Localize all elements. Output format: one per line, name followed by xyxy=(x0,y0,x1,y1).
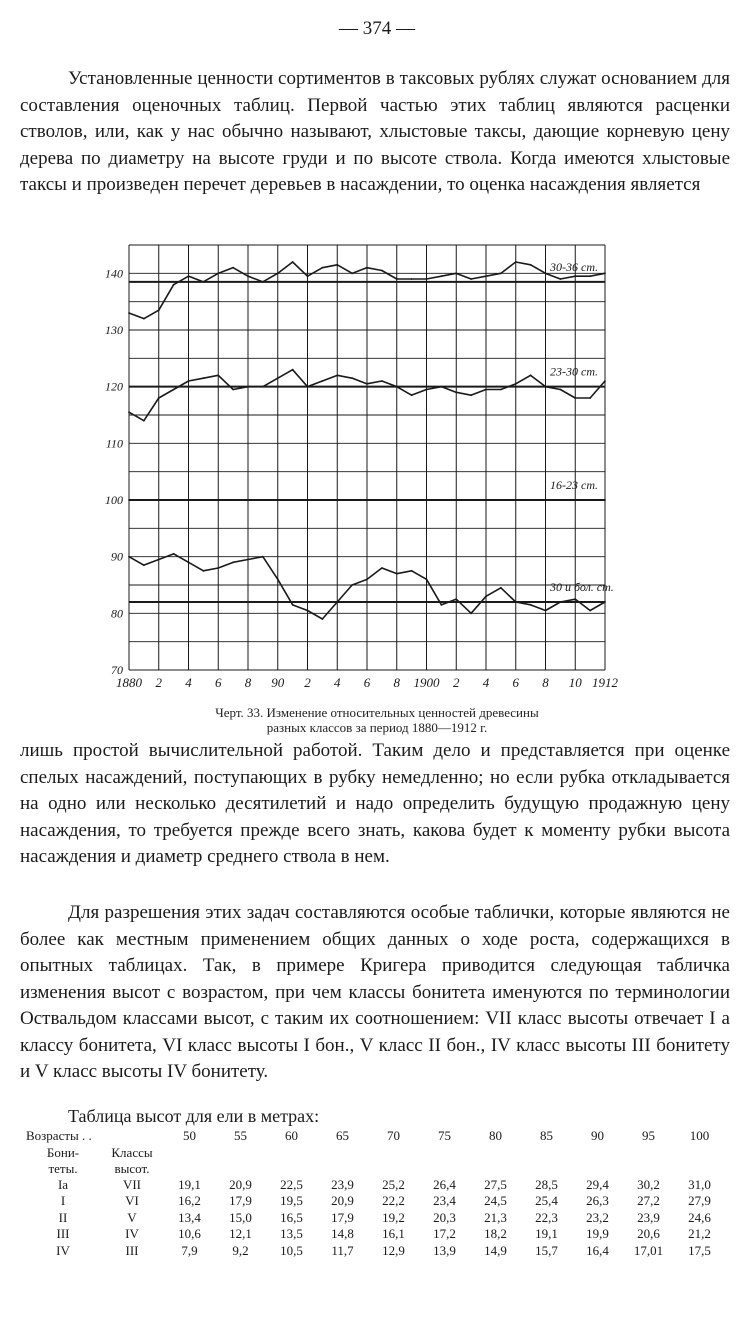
data-point xyxy=(381,567,383,569)
age-column-header: 70 xyxy=(387,1128,400,1143)
y-tick-label: 100 xyxy=(105,493,123,507)
data-point xyxy=(232,561,234,563)
data-point xyxy=(574,397,576,399)
table-title: Таблица высот для ели в метрах: xyxy=(68,1106,320,1126)
x-tick-label: 4 xyxy=(185,675,192,690)
height-value-cell: 16,2 xyxy=(178,1193,201,1208)
data-point xyxy=(128,499,130,501)
age-column-header: 60 xyxy=(285,1128,298,1143)
height-value-cell: 13,4 xyxy=(178,1209,201,1225)
data-point xyxy=(515,499,517,501)
height-value-cell: 23,9 xyxy=(637,1209,660,1225)
age-column-header: 75 xyxy=(438,1128,451,1143)
data-point xyxy=(530,604,532,606)
height-value-cell: 25,4 xyxy=(535,1193,558,1208)
height-value-cell: 19,1 xyxy=(535,1226,558,1241)
data-point xyxy=(559,278,561,280)
figure-chart xyxy=(105,240,618,700)
y-tick-label: 110 xyxy=(105,436,123,451)
x-tick-label: 8 xyxy=(393,675,400,690)
data-point xyxy=(188,499,190,501)
data-point xyxy=(188,275,190,277)
data-point xyxy=(128,312,130,314)
height-value-cell: 9,2 xyxy=(232,1242,249,1258)
x-tick-label: 2 xyxy=(304,675,311,690)
data-point xyxy=(381,499,383,501)
height-value-cell: 12,1 xyxy=(229,1226,252,1241)
data-point xyxy=(321,618,323,620)
height-value-cell: 22,3 xyxy=(535,1209,558,1225)
data-point xyxy=(247,559,249,561)
data-point xyxy=(589,499,591,501)
data-point xyxy=(455,499,457,501)
data-point xyxy=(143,564,145,566)
paragraph-3-text: Для разрешения этих задач составляются особые таблички, которые являются не более как местным применением общих данных о ходе роста, содержащихся в опытных таблицах. Так, в примере Кригера приводится следующая табличка изменения высот с возрастом, при чем классы бонитета именуются по терминологии Оствальдом классами высот, с таким их соотношением: VII класс высоты отвечает I а классу бонитета, VI класс высоты I бон., V класс II бон., IV класс высоты III бонитету и V класс высоты IV бонитету. xyxy=(20,902,730,1082)
data-point xyxy=(470,394,472,396)
height-value-cell: 14,9 xyxy=(484,1242,507,1258)
x-tick-label: 8 xyxy=(244,675,252,690)
data-point xyxy=(396,278,398,280)
height-value-cell: 17,5 xyxy=(688,1242,711,1258)
data-point xyxy=(589,397,591,399)
bonitet-cell: I xyxy=(60,1193,66,1208)
data-point xyxy=(217,499,219,501)
data-point xyxy=(262,556,264,558)
x-tick-label: 2 xyxy=(453,675,460,690)
height-value-cell: 23,4 xyxy=(433,1193,456,1208)
height-value-cell: 21,3 xyxy=(484,1209,507,1225)
data-point xyxy=(277,578,279,580)
data-point xyxy=(307,275,309,277)
table-row xyxy=(26,1177,725,1194)
x-tick-label: 10 xyxy=(568,675,582,690)
paragraph-3 xyxy=(20,900,730,1086)
data-point xyxy=(292,499,294,501)
height-value-cell: 24,5 xyxy=(484,1193,507,1208)
height-value-cell: 18,2 xyxy=(484,1226,507,1241)
height-value-cell: 25,2 xyxy=(382,1176,405,1192)
y-tick-label: 70 xyxy=(111,663,123,677)
paragraph-1 xyxy=(20,66,730,199)
data-point xyxy=(277,377,279,379)
data-point xyxy=(217,374,219,376)
series-label: 23-30 cm. xyxy=(550,364,598,379)
height-value-cell: 14,8 xyxy=(331,1226,354,1241)
age-column-header: 50 xyxy=(183,1128,196,1143)
data-point xyxy=(202,377,204,379)
height-value-cell: 13,9 xyxy=(433,1242,456,1258)
table-row xyxy=(26,1226,725,1243)
page-number: — 374 — xyxy=(339,18,415,39)
data-point xyxy=(262,386,264,388)
data-point xyxy=(500,587,502,589)
data-point xyxy=(202,281,204,283)
age-column-header: 65 xyxy=(336,1128,349,1143)
height-value-cell: 26,3 xyxy=(586,1193,609,1208)
height-value-cell: 16,5 xyxy=(280,1209,303,1225)
height-value-cell: 31,0 xyxy=(688,1176,711,1192)
data-point xyxy=(530,264,532,266)
bonitet-cell: III xyxy=(56,1226,70,1241)
data-point xyxy=(307,610,309,612)
height-value-cell: 20,9 xyxy=(229,1176,252,1192)
data-point xyxy=(485,595,487,597)
data-point xyxy=(277,272,279,274)
data-point xyxy=(321,499,323,501)
height-value-cell: 30,2 xyxy=(637,1176,660,1192)
class-cell: III xyxy=(125,1242,139,1258)
data-point xyxy=(158,499,160,501)
data-point xyxy=(515,601,517,603)
data-point xyxy=(366,578,368,580)
data-point xyxy=(336,601,338,603)
height-value-cell: 27,2 xyxy=(637,1193,660,1208)
data-point xyxy=(396,499,398,501)
table-row xyxy=(26,1243,725,1260)
data-point xyxy=(292,261,294,263)
figure-caption xyxy=(0,705,754,735)
table-header-row xyxy=(26,1128,725,1145)
x-tick-label: 4 xyxy=(334,675,341,690)
data-point xyxy=(604,380,606,382)
data-point xyxy=(559,389,561,391)
y-tick-label: 80 xyxy=(111,606,123,621)
x-tick-label: 6 xyxy=(512,675,519,690)
paragraph-1-text: Установленные ценности сортиментов в таксовых рублях служат основанием для составления оценочных таблиц. Первой частью этих таблиц являются расценки стволов, или, как у нас обычно называют, хлыстовые таксы, дающие корневую цену дерева по диаметру на высоте груди и по высоте ствола. Когда имеются хлыстовые таксы и произведен перечет деревьев в насаждении, то оценка насаждения является xyxy=(20,68,730,195)
data-point xyxy=(440,604,442,606)
x-tick-label: 90 xyxy=(271,675,285,690)
data-point xyxy=(143,499,145,501)
data-point xyxy=(351,584,353,586)
data-point xyxy=(574,499,576,501)
data-point xyxy=(232,267,234,269)
data-point xyxy=(515,383,517,385)
class-cell: VII xyxy=(122,1176,142,1192)
data-point xyxy=(247,499,249,501)
data-point xyxy=(158,559,160,561)
y-tick-label: 140 xyxy=(105,266,123,281)
height-value-cell: 20,9 xyxy=(331,1193,354,1208)
data-point xyxy=(559,601,561,603)
age-column-header: 80 xyxy=(489,1128,502,1143)
x-tick-label: 4 xyxy=(482,675,490,690)
data-point xyxy=(292,604,294,606)
data-point xyxy=(366,383,368,385)
data-point xyxy=(307,386,309,388)
data-point xyxy=(485,499,487,501)
data-point xyxy=(500,272,502,274)
height-value-cell: 17,9 xyxy=(331,1209,354,1225)
height-value-cell: 23,9 xyxy=(331,1176,354,1192)
data-point xyxy=(604,601,606,603)
data-point xyxy=(217,567,219,569)
data-point xyxy=(336,499,338,501)
height-value-cell: 11,7 xyxy=(331,1242,354,1258)
data-point xyxy=(351,272,353,274)
data-point xyxy=(128,411,130,413)
y-tick-label: 120 xyxy=(105,379,123,394)
y-tick-label: 90 xyxy=(111,549,123,564)
class-cell: VI xyxy=(125,1193,139,1208)
header-filler xyxy=(164,1145,725,1177)
data-point xyxy=(336,264,338,266)
bonitet-cell: IV xyxy=(56,1242,70,1258)
data-point xyxy=(485,389,487,391)
x-tick-label: 1912 xyxy=(592,675,618,690)
data-point xyxy=(262,281,264,283)
y-tick-label: 130 xyxy=(105,323,123,337)
x-tick-label: 8 xyxy=(542,675,549,690)
data-point xyxy=(321,267,323,269)
height-value-cell: 19,2 xyxy=(382,1209,405,1225)
series-label: 30-36 cm. xyxy=(550,259,598,274)
data-point xyxy=(202,570,204,572)
data-point xyxy=(426,278,428,280)
data-point xyxy=(232,389,234,391)
height-value-cell: 23,2 xyxy=(586,1209,609,1225)
height-value-cell: 19,9 xyxy=(586,1226,609,1241)
height-value-cell: 26,4 xyxy=(433,1176,456,1192)
data-point xyxy=(351,499,353,501)
height-value-cell: 16,4 xyxy=(586,1242,609,1258)
table-row xyxy=(26,1193,725,1210)
data-point xyxy=(500,499,502,501)
data-point xyxy=(381,270,383,272)
data-point xyxy=(247,386,249,388)
data-point xyxy=(440,386,442,388)
height-value-cell: 24,6 xyxy=(688,1209,711,1225)
x-tick-label: 1880 xyxy=(116,675,142,690)
data-point xyxy=(545,499,547,501)
data-point xyxy=(307,499,309,501)
table-row xyxy=(26,1210,725,1227)
class-cell: V xyxy=(127,1209,137,1225)
data-point xyxy=(381,380,383,382)
height-value-cell: 19,1 xyxy=(178,1176,201,1192)
data-point xyxy=(173,284,175,286)
data-point xyxy=(426,499,428,501)
data-point xyxy=(604,499,606,501)
data-point xyxy=(247,275,249,277)
data-point xyxy=(530,499,532,501)
data-point xyxy=(262,499,264,501)
data-point xyxy=(574,598,576,600)
height-value-cell: 16,1 xyxy=(382,1226,405,1241)
age-column-header: 95 xyxy=(642,1128,655,1143)
data-point xyxy=(455,391,457,393)
height-value-cell: 13,5 xyxy=(280,1226,303,1241)
height-value-cell: 15,0 xyxy=(229,1209,252,1225)
data-point xyxy=(188,561,190,563)
data-point xyxy=(411,394,413,396)
height-value-cell: 22,5 xyxy=(280,1176,303,1192)
age-header: Возрасты . . xyxy=(26,1128,92,1143)
height-value-cell: 21,2 xyxy=(688,1226,711,1241)
data-point xyxy=(426,389,428,391)
height-value-cell: 10,6 xyxy=(178,1226,201,1241)
data-point xyxy=(173,553,175,555)
data-point xyxy=(411,278,413,280)
data-point xyxy=(411,499,413,501)
age-column-header: 55 xyxy=(234,1128,247,1143)
data-point xyxy=(396,386,398,388)
data-point xyxy=(173,389,175,391)
data-point xyxy=(336,374,338,376)
age-column-header: 100 xyxy=(689,1128,710,1143)
data-point xyxy=(217,272,219,274)
data-point xyxy=(143,318,145,320)
caption-line-1: Черт. 33. Изменение относительных ценностей древесины xyxy=(215,705,539,720)
data-point xyxy=(470,612,472,614)
data-point xyxy=(589,275,591,277)
data-point xyxy=(321,380,323,382)
data-point xyxy=(440,275,442,277)
data-point xyxy=(574,275,576,277)
class-header: Классы высот. xyxy=(111,1144,153,1176)
data-point xyxy=(366,267,368,269)
heights-table xyxy=(26,1128,725,1259)
data-point xyxy=(455,272,457,274)
height-value-cell: 27,5 xyxy=(484,1176,507,1192)
data-point xyxy=(545,386,547,388)
table-subheader-row xyxy=(26,1145,725,1177)
data-point xyxy=(277,499,279,501)
data-point xyxy=(530,374,532,376)
data-point xyxy=(351,377,353,379)
height-value-cell: 12,9 xyxy=(382,1242,405,1258)
data-point xyxy=(470,499,472,501)
data-point xyxy=(128,556,130,558)
height-value-cell: 22,2 xyxy=(382,1193,405,1208)
x-tick-label: 1900 xyxy=(413,675,440,690)
series-label: 16-23 cm. xyxy=(550,478,598,492)
height-value-cell: 27,9 xyxy=(688,1193,711,1208)
height-value-cell: 10,5 xyxy=(280,1242,303,1258)
data-point xyxy=(545,610,547,612)
bonitet-header: Бони- теты. xyxy=(46,1144,80,1176)
bonitet-cell: II xyxy=(58,1209,68,1225)
x-tick-label: 6 xyxy=(363,675,371,690)
data-point xyxy=(396,573,398,575)
data-point xyxy=(455,598,457,600)
x-tick-label: 6 xyxy=(215,675,222,690)
data-point xyxy=(202,499,204,501)
data-point xyxy=(232,499,234,501)
bonitet-cell: Ia xyxy=(57,1176,69,1192)
data-point xyxy=(485,275,487,277)
data-point xyxy=(292,369,294,371)
height-value-cell: 20,6 xyxy=(637,1226,660,1241)
height-value-cell: 28,5 xyxy=(535,1176,558,1192)
data-point xyxy=(604,272,606,274)
data-point xyxy=(366,499,368,501)
age-column-header: 85 xyxy=(540,1128,553,1143)
height-value-cell: 19,5 xyxy=(280,1193,303,1208)
data-point xyxy=(188,380,190,382)
height-value-cell: 7,9 xyxy=(181,1242,198,1258)
chart-svg xyxy=(105,240,618,700)
data-point xyxy=(173,499,175,501)
height-value-cell: 15,7 xyxy=(535,1242,558,1258)
age-column-header: 90 xyxy=(591,1128,604,1143)
paragraph-2: лишь простой вычислительной работой. Таким дело и представляется при оценке спелых насаждений, поступающих в рубку немедленно; но если рубка откладывается на одно или несколько десятилетий и надо определить будущую продажную цену насаждения, то требуется прежде всего знать, какова будет к моменту рубки высота насаждения и диаметр среднего ствола в нем. xyxy=(20,740,730,867)
data-point xyxy=(470,278,472,280)
data-point xyxy=(559,499,561,501)
data-point xyxy=(589,610,591,612)
data-point xyxy=(411,570,413,572)
data-point xyxy=(500,389,502,391)
caption-line-2: разных классов за период 1880—1912 г. xyxy=(266,720,488,735)
height-value-cell: 17,2 xyxy=(433,1226,456,1241)
height-value-cell: 20,3 xyxy=(433,1209,456,1225)
data-point xyxy=(158,309,160,311)
data-point xyxy=(426,578,428,580)
data-point xyxy=(143,420,145,422)
height-value-cell: 29,4 xyxy=(586,1176,609,1192)
data-point xyxy=(158,397,160,399)
series-label: 30 и бол. cm. xyxy=(550,580,614,594)
x-tick-label: 2 xyxy=(155,675,162,690)
data-point xyxy=(515,261,517,263)
data-point xyxy=(545,272,547,274)
data-point xyxy=(440,499,442,501)
height-value-cell: 17,01 xyxy=(633,1242,664,1258)
height-value-cell: 17,9 xyxy=(229,1193,252,1208)
class-cell: IV xyxy=(125,1226,139,1241)
